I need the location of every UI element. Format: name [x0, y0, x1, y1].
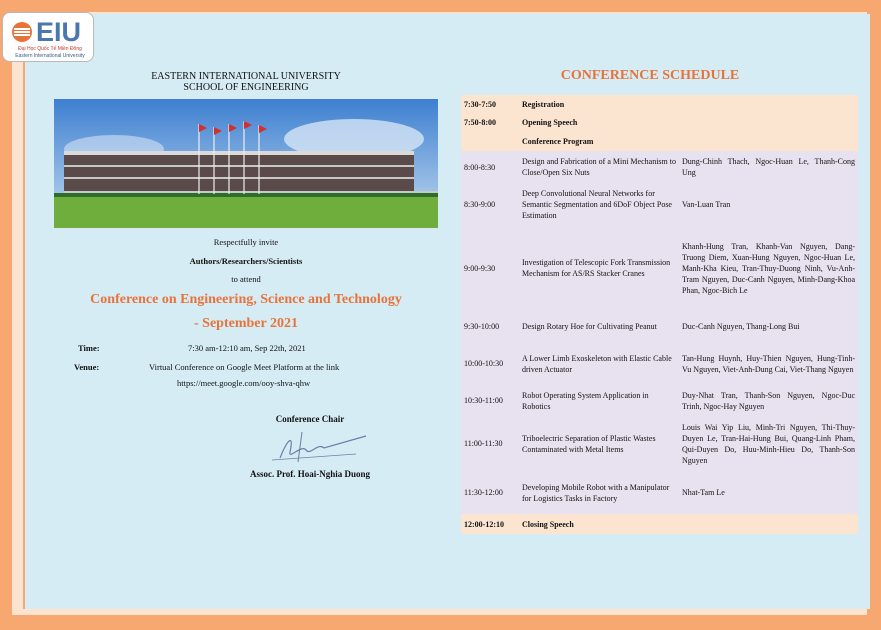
venue-label: Venue:	[74, 362, 100, 372]
row-time: 9:00-9:30	[461, 225, 519, 311]
time-value: 7:30 am-12:10 am, Sep 22th, 2021	[188, 343, 306, 353]
row-authors: Duy-Nhat Tran, Thanh-Son Nguyen, Ngoc-Duc Trinh, Ngoc-Hay Nguyen	[679, 385, 858, 416]
schedule-row	[461, 342, 858, 385]
schedule-row	[461, 183, 858, 225]
row-authors	[679, 132, 858, 151]
venue-value: Virtual Conference on Google Meet Platform at the link	[149, 362, 340, 372]
row-authors: Dung-Chinh Thach, Ngoc-Huan Le, Thanh-Cong Ung	[679, 151, 858, 183]
row-item: Robot Operating System Application in Robotics	[519, 385, 679, 416]
row-time: 9:30-10:00	[461, 311, 519, 342]
chair-name: Assoc. Prof. Hoai-Nghia Duong	[249, 469, 371, 479]
row-time: 11:30-12:00	[461, 471, 519, 514]
schedule-row	[461, 113, 858, 132]
university-name: EASTERN INTERNATIONAL UNIVERSITY	[151, 71, 341, 82]
invite-attend: to attend	[231, 274, 261, 284]
row-item: Registration	[519, 95, 679, 113]
row-time: 7:50-8:00	[461, 113, 519, 132]
row-item: Deep Convolutional Neural Networks for Semantic Segmentation and 6DoF Object Pose Estimation	[519, 183, 679, 225]
row-item: Closing Speech	[519, 514, 679, 534]
row-authors: Louis Wai Yip Liu, Minh-Tri Nguyen, Thi-Thuy-Duyen Le, Tran-Hai-Hung Bui, Quang-Linh Pham, Qui-Duyen Do, Huu-Minh-Hieu Do, Thanh-Son Nguyen	[679, 416, 858, 471]
row-authors: Duc-Canh Nguyen, Thang-Long Bui	[679, 311, 858, 342]
row-authors: Khanh-Hung Tran, Khanh-Van Nguyen, Dang-Truong Diem, Xuan-Hung Nguyen, Ngoc-Huan Le, Manh-Kha Kieu, Tran-Thuy-Duong Ninh, Vu-Anh-Tram Nguyen, Duc-Canh Nguyen, Minh-Dang-Khoa Phan, Ngoc-Bich Le	[679, 225, 858, 311]
chair-label: Conference Chair	[275, 414, 345, 424]
schedule-row	[461, 385, 858, 416]
row-authors	[679, 514, 858, 534]
schedule-row	[461, 95, 858, 113]
schedule-row	[461, 514, 858, 534]
schedule-row	[461, 416, 858, 471]
campus-photo	[54, 99, 438, 228]
row-item: Opening Speech	[519, 113, 679, 132]
schedule-row	[461, 225, 858, 311]
row-item: Triboelectric Separation of Plastic Wastes Contaminated with Metal Items	[519, 416, 679, 471]
row-time: 10:30-11:00	[461, 385, 519, 416]
schedule-row	[461, 311, 858, 342]
row-item: Design and Fabrication of a Mini Mechanism to Close/Open Six Nuts	[519, 151, 679, 183]
row-item: A Lower Limb Exoskeleton with Elastic Cable driven Actuator	[519, 342, 679, 385]
signature-image	[262, 428, 372, 466]
schedule-row	[461, 132, 858, 151]
row-time: 12:00-12:10	[461, 514, 519, 534]
row-time: 8:00-8:30	[461, 151, 519, 183]
row-authors: Nhat-Tam Le	[679, 471, 858, 514]
school-name: SCHOOL OF ENGINEERING	[183, 82, 309, 93]
row-time: 8:30-9:00	[461, 183, 519, 225]
conference-date: - September 2021	[194, 316, 298, 331]
row-authors	[679, 113, 858, 132]
time-label: Time:	[78, 343, 100, 353]
row-authors: Van-Luan Tran	[679, 183, 858, 225]
row-time: 10:00-10:30	[461, 342, 519, 385]
row-item: Design Rotary Hoe for Cultivating Peanut	[519, 311, 679, 342]
conference-title: Conference on Engineering, Science and Technology	[90, 292, 402, 307]
logo-english-name: Eastern International University	[15, 53, 85, 59]
row-item: Developing Mobile Robot with a Manipulator for Logistics Tasks in Factory	[519, 471, 679, 514]
schedule-row	[461, 151, 858, 183]
schedule-row	[461, 471, 858, 514]
eiu-emblem-icon	[11, 21, 33, 43]
logo-vietnamese-name: Đại Học Quốc Tế Miền Đông	[18, 46, 82, 52]
row-time: 11:00-11:30	[461, 416, 519, 471]
row-authors	[679, 95, 858, 113]
meeting-link[interactable]: https://meet.google.com/ooy-shva-qhw	[177, 378, 311, 388]
schedule-table	[461, 95, 858, 534]
row-time: 7:30-7:50	[461, 95, 519, 113]
row-time	[461, 132, 519, 151]
row-item: Investigation of Telescopic Fork Transmission Mechanism for AS/RS Stacker Cranes	[519, 225, 679, 311]
schedule-title: CONFERENCE SCHEDULE	[560, 68, 740, 83]
invite-audience: Authors/Researchers/Scientists	[189, 256, 303, 266]
row-item: Conference Program	[519, 132, 679, 151]
campus-building-image	[54, 99, 438, 228]
eiu-logo	[2, 12, 94, 62]
logo-wordmark: EIU	[36, 17, 82, 47]
invite-line: Respectfully invite	[213, 237, 279, 247]
row-authors: Tan-Hung Huynh, Huy-Thien Nguyen, Hung-Tinh-Vu Nguyen, Viet-Anh-Dung Cai, Viet-Thang Nguyen	[679, 342, 858, 385]
